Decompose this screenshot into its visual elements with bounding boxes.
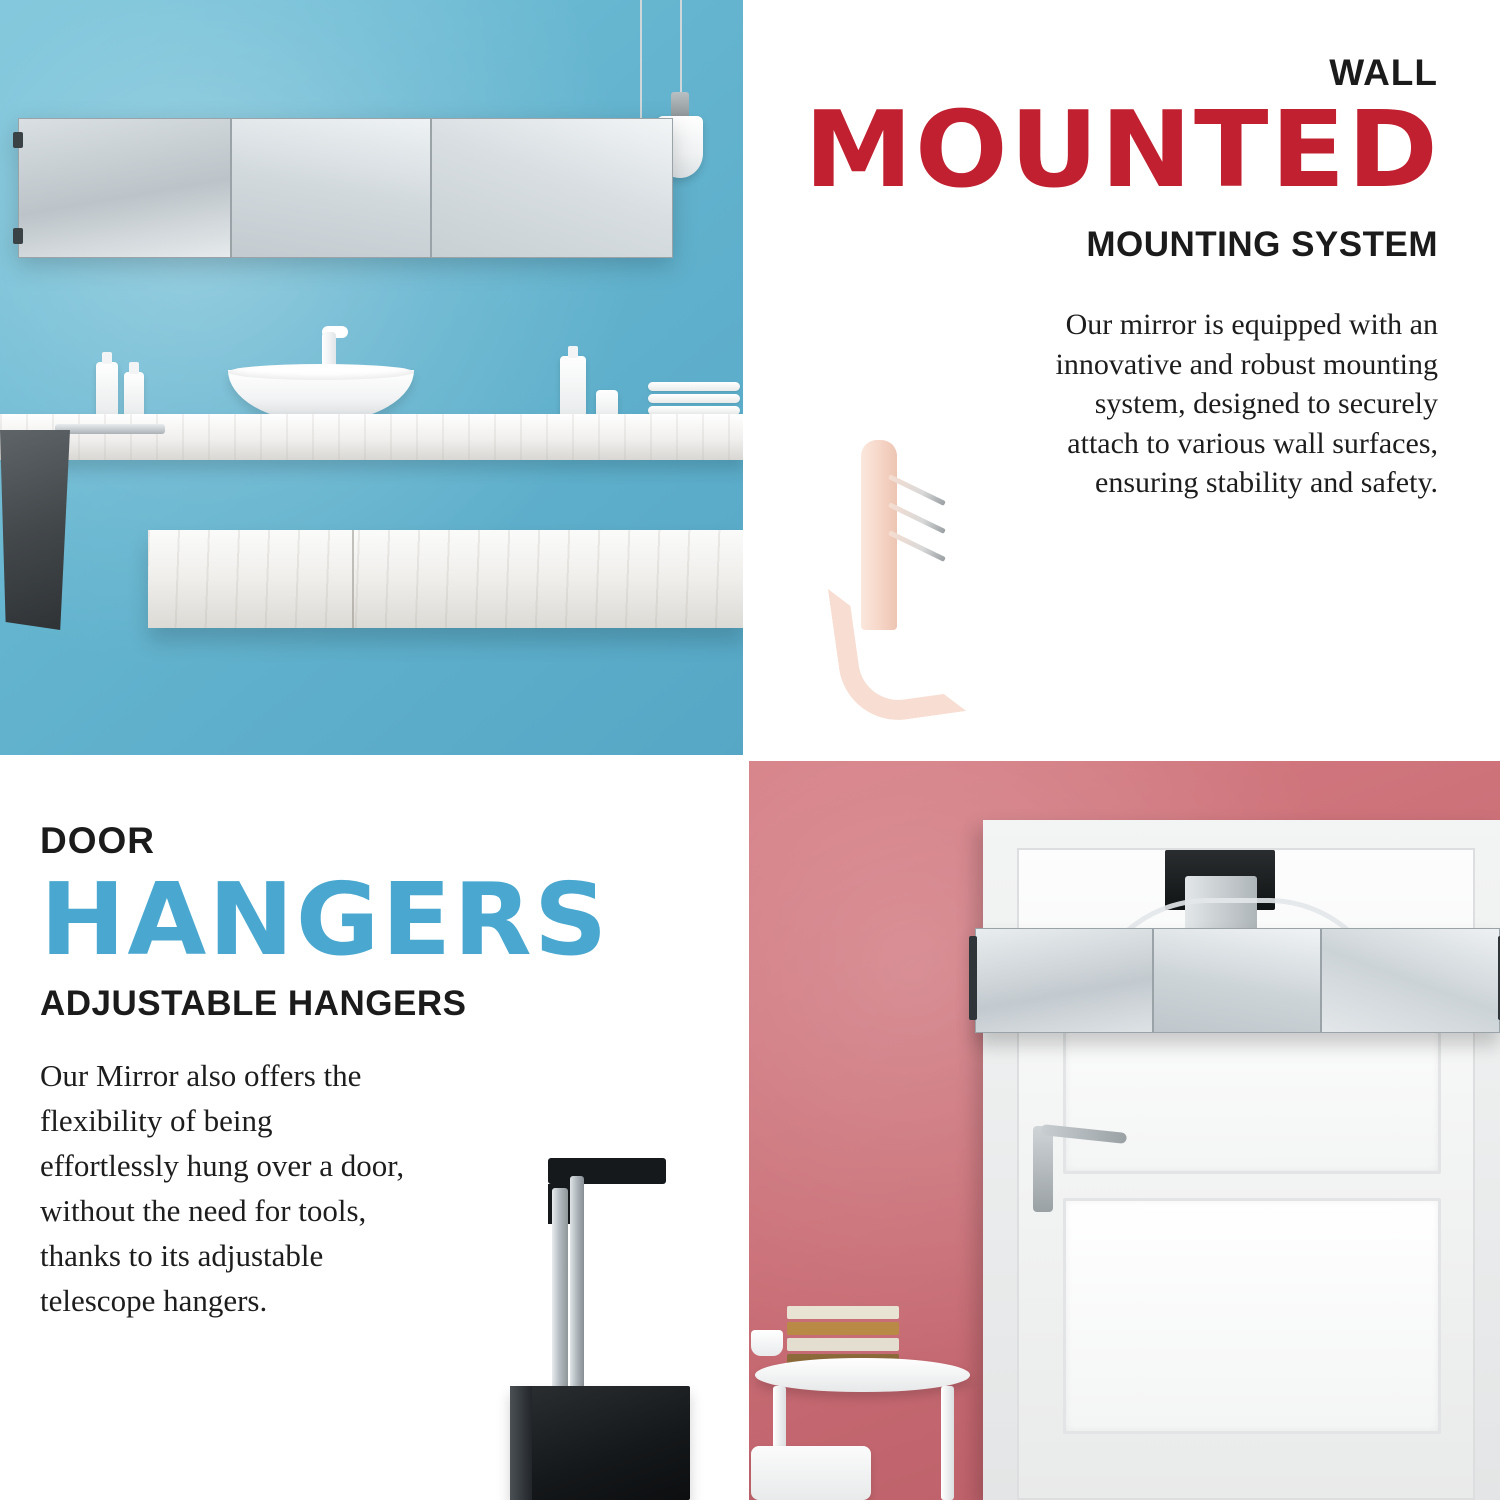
horizontal-divider [0, 755, 1500, 761]
wall-mounted-headline: MOUNTED [804, 89, 1440, 211]
hanging-towel [0, 430, 70, 630]
wall-hook-icon [831, 430, 981, 695]
mirror-panel-left [18, 118, 231, 258]
mirror-panel-right [431, 118, 673, 258]
mirror-hinge-top [13, 132, 23, 148]
side-table-leg-right [941, 1386, 954, 1500]
mirror-back-panel [510, 1386, 690, 1500]
toiletry-bottle-3 [560, 356, 586, 422]
sink-basin-lip [228, 364, 414, 380]
folded-towels [648, 382, 740, 418]
trifold-mirror-product [18, 118, 673, 258]
mirror-clip-left [969, 936, 977, 1020]
door-hangers-subhead: ADJUSTABLE HANGERS [40, 984, 467, 1023]
door-handle-plate [1033, 1126, 1053, 1212]
lamp-cap-2 [671, 92, 689, 118]
lamp-cord-2 [680, 0, 682, 96]
countertop-grain [0, 414, 745, 460]
bottle-cap [129, 362, 139, 374]
telescope-hanger-icon [470, 1158, 720, 1500]
mirror-hinge-bottom [13, 228, 23, 244]
stacked-books [787, 1306, 899, 1358]
cup [751, 1330, 783, 1356]
towel-bar [55, 424, 165, 434]
toiletry-bottle-1 [96, 362, 118, 422]
hanger-top-arm [548, 1158, 666, 1184]
vanity-countertop [0, 414, 745, 460]
bottle-cap [102, 352, 112, 364]
door-mirror-panel-left [975, 928, 1153, 1033]
door-mirror-panel-center [1153, 928, 1321, 1033]
hanger-tube-inner [552, 1188, 568, 1403]
door-hangers-panel [0, 758, 745, 1500]
door-panel-lower [1063, 1198, 1441, 1434]
side-table-top [755, 1358, 970, 1392]
lamp-cord-1 [640, 0, 642, 122]
trifold-mirror-on-door [975, 928, 1500, 1033]
mirror-side-edge [510, 1386, 532, 1500]
wall-mounted-body-text: Our mirror is equipped with an innovative and robust mounting system, designed to securely attach to various wall surfaces, ensuring stability and safety. [1055, 308, 1438, 500]
cabinet-drawer-divider [352, 530, 354, 628]
vertical-divider [743, 0, 749, 1500]
bathroom-scene-image [0, 0, 745, 758]
mirror-panel-center [231, 118, 431, 258]
wall-mounted-kicker: WALL [1329, 52, 1438, 93]
door-hangers-body-text: Our Mirror also offers the flexibility of being effortlessly hung over a door, without the need for tools, thanks to its adjustable telescope hangers. [40, 1058, 405, 1318]
hook-curve [828, 572, 966, 727]
chair [751, 1446, 871, 1500]
door-mirror-panel-right [1321, 928, 1500, 1033]
wall-mounted-subhead: MOUNTING SYSTEM [1086, 225, 1438, 264]
door-scene-image [745, 758, 1500, 1500]
door-hangers-headline: HANGERS [40, 861, 610, 978]
vanity-cabinet [148, 530, 745, 628]
door-hangers-kicker: DOOR [40, 820, 155, 861]
bottle-cap [568, 346, 578, 358]
cabinet-grain [148, 530, 745, 628]
hanger-tube-outer [570, 1176, 584, 1406]
wall-mounted-panel [745, 0, 1500, 758]
